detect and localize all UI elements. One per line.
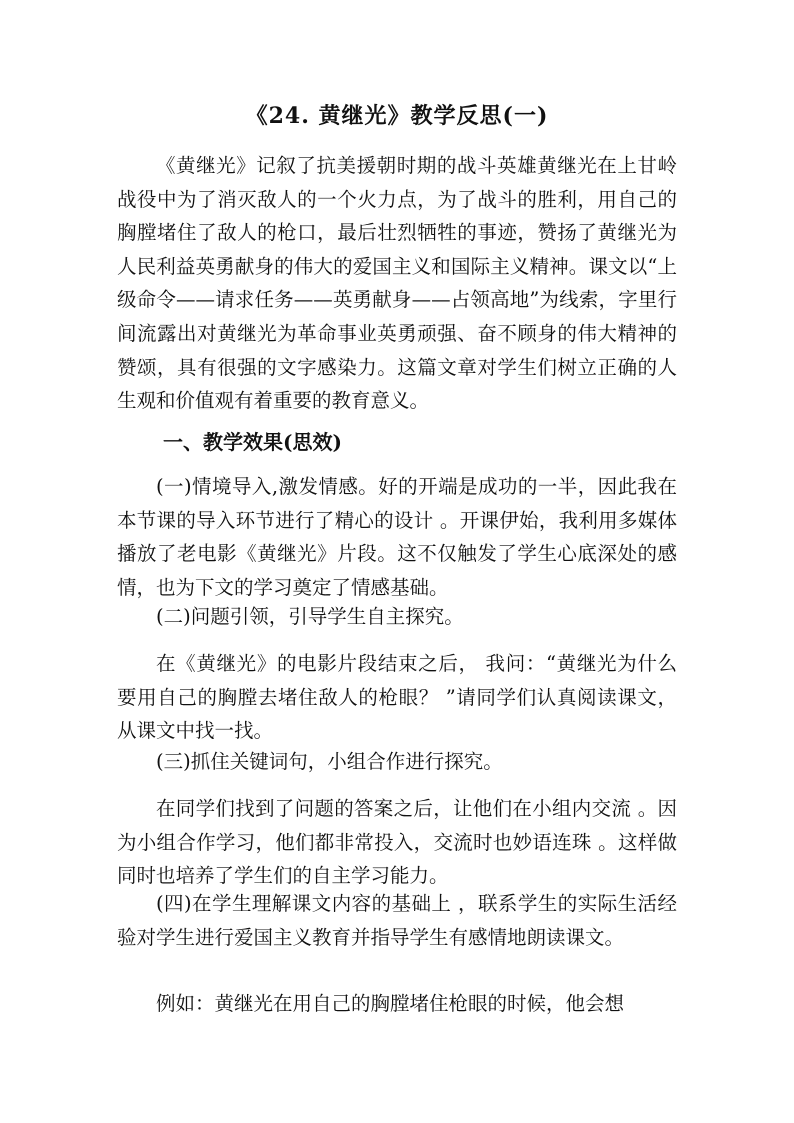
point-1-paragraph: (一)情境导入,激发情感。好的开端是成功的一半，因此我在本节课的导入环节进行了精心的设计 。开课伊始，我利用多媒体播放了老电影《黄继光》片段。这不仅触发了学生心底深处的感情，也为下文的学习奠定了情感基础。 [117,475,677,599]
intro-paragraph: 《黄继光》记叙了抗美援朝时期的战斗英雄黄继光在上甘岭战役中为了消灭敌人的一个火力点，为了战斗的胜利，用自己的胸膛堵住了敌人的枪口，最后壮烈牺牲的事迹，赞扬了黄继光为人民利益英勇献身的伟大的爱国主义和国际主义精神。课文以“上级命令——请求任务——英勇献身——占领高地”为线索，字里行间流露出对黄继光为革命事业英勇顽强、奋不顾身的伟大精神的赞颂，具有很强的文字感染力。这篇文章对学生们树立正确的人生观和价值观有着重要的教育意义。 [117,154,677,413]
point-2-heading: (二)问题引领，引导学生自主探究。 [156,605,464,628]
point-3-paragraph: 在同学们找到了问题的答案之后，让他们在小组内交流 。因为小组合作学习，他们都非常投入，交流时也妙语连珠 。这样做同时也培养了学生们的自主学习能力。 [117,797,677,888]
point-4-paragraph: (四)在学生理解课文内容的基础上 ，联系学生的实际生活经验对学生进行爱国主义教育并指导学生有感情地朗读课文。 [117,892,677,949]
section-heading: 一、教学效果(思效) [163,430,342,454]
document-title: 《24. 黄继光》教学反思(一) [245,103,549,129]
example-paragraph: 例如：黄继光在用自己的胸膛堵住枪眼的时候，他会想 [156,992,625,1015]
point-2-paragraph: 在《黄继光》的电影片段结束之后， 我问：“黄继光为什么要用自己的胸膛去堵住敌人的枪眼？ ”请同学们认真阅读课文，从课文中找一找。 [117,652,677,743]
point-3-heading: (三)抓住关键词句，小组合作进行探究。 [156,750,503,773]
